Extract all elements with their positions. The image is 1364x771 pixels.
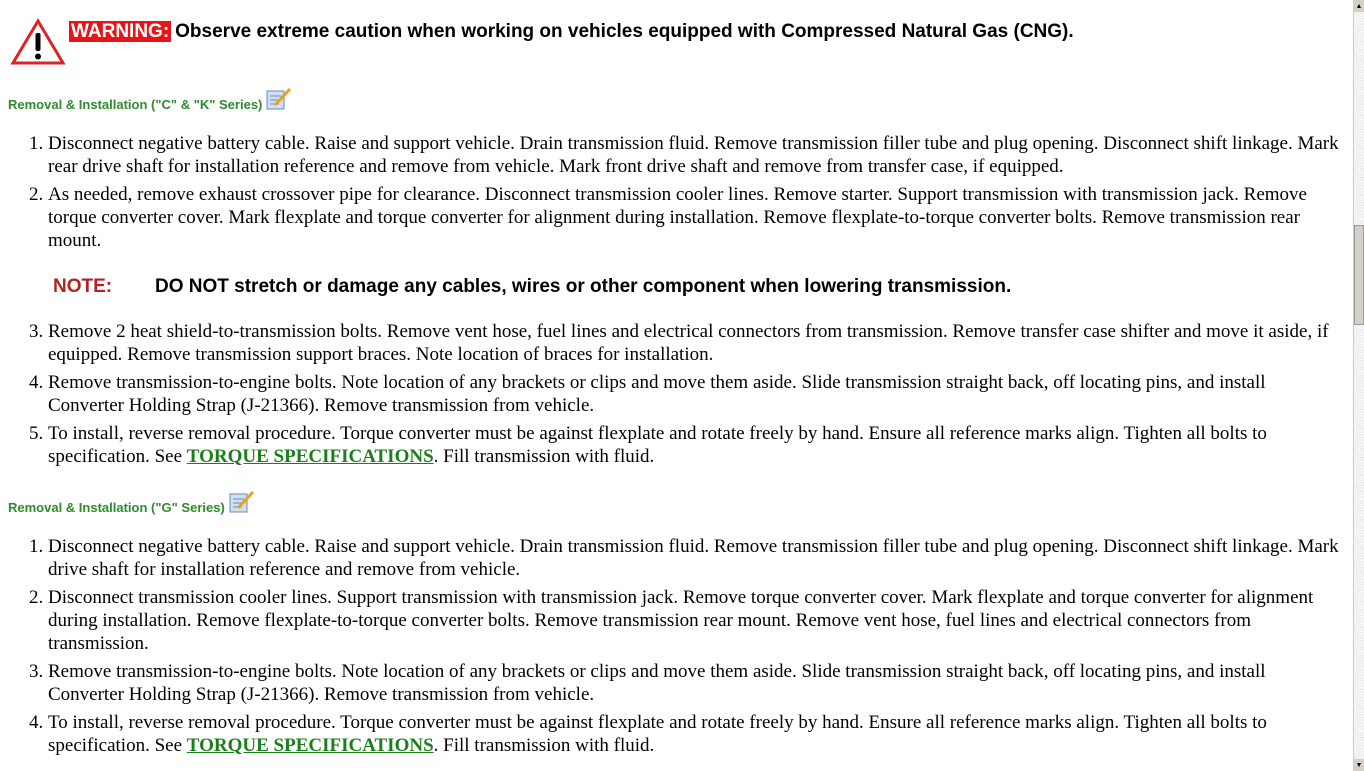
list-item: 4. Remove transmission-to-engine bolts. Note location of any brackets or clips and move them aside. Slide transmission straight back, off locating pins, and install Converter Holding Strap (J-21366). Remove transmission from vehicle. [48,371,1344,417]
notepad-edit-icon[interactable] [228,489,256,515]
torque-specifications-link[interactable]: TORQUE SPECIFICATIONS [186,446,434,467]
section-heading-g: Removal & Installation ("G" Series) [8,489,256,515]
scroll-up-button[interactable]: ▲ [1355,2,1363,10]
list-item: 1. Disconnect negative battery cable. Raise and support vehicle. Drain transmission fluid. Remove transmission filler tube and plug opening. Disconnect shift linkage. Mark drive shaft for installation reference and remove from vehicle. [48,535,1344,581]
notepad-edit-icon[interactable] [265,86,293,112]
steps-list-ck-2 [0,320,1344,473]
list-item: 2. As needed, remove exhaust crossover pipe for clearance. Disconnect transmission cooler lines. Remove starter. Support transmission with transmission jack. Remove torque converter cover. Mark flexplate and torque converter for alignment during installation. Remove flexplate-to-torque converter bolts. Remove transmission rear mount. [48,183,1344,252]
vertical-scrollbar[interactable] [1353,0,1364,771]
list-item: 1. Disconnect negative battery cable. Raise and support vehicle. Drain transmission fluid. Remove transmission filler tube and plug opening. Disconnect shift linkage. Mark rear drive shaft for installation reference and remove from vehicle. Mark front drive shaft and remove from transfer case, if equipped. [48,132,1344,178]
list-item: 2. Disconnect transmission cooler lines. Support transmission with transmission jack. Remove torque converter cover. Mark flexplate and torque converter for alignment during installation. Remove flexplate-to-torque converter bolts. Remove transmission rear mount. Remove vent hose, fuel lines and electrical connectors from transmission. [48,586,1344,655]
scrollbar-thumb[interactable] [1354,225,1364,325]
list-item: 4. To install, reverse removal procedure. Torque converter must be against flexplate and rotate freely by hand. Ensure all reference marks align. Tighten all bolts to specification. See TORQUE SPECIFICATIONS. Fill transmission with fluid. [48,711,1344,757]
warning-triangle-icon [10,18,66,66]
list-item: 3. Remove transmission-to-engine bolts. Note location of any brackets or clips and move them aside. Slide transmission straight back, off locating pins, and install Converter Holding Strap (J-21366). Remove transmission from vehicle. [48,660,1344,706]
list-item: 3. Remove 2 heat shield-to-transmission bolts. Remove vent hose, fuel lines and electrical connectors from transmission. Remove transfer case shifter and move it aside, if equipped. Remove transmission support braces. Note location of braces for installation. [48,320,1344,366]
torque-specifications-link[interactable]: TORQUE SPECIFICATIONS [186,735,434,756]
note: NOTE: DO NOT stretch or damage any cables, wires or other component when lowering transmission. [53,276,1012,297]
list-item: 5. To install, reverse removal procedure. Torque converter must be against flexplate and rotate freely by hand. Ensure all reference marks align. Tighten all bolts to specification. See TORQUE SPECIFICATIONS. Fill transmission with fluid. [48,422,1344,468]
warning-text: Observe extreme caution when working on vehicles equipped with Compressed Natural Gas (CNG). [175,21,1074,42]
warning-label: WARNING: [71,21,170,42]
scroll-down-button[interactable]: ▼ [1355,761,1363,769]
warning-banner [10,18,1074,66]
section-heading-ck: Removal & Installation ("C" & "K" Series) [8,86,293,112]
steps-list-ck-1 [0,132,1344,257]
steps-list-g [0,535,1344,762]
